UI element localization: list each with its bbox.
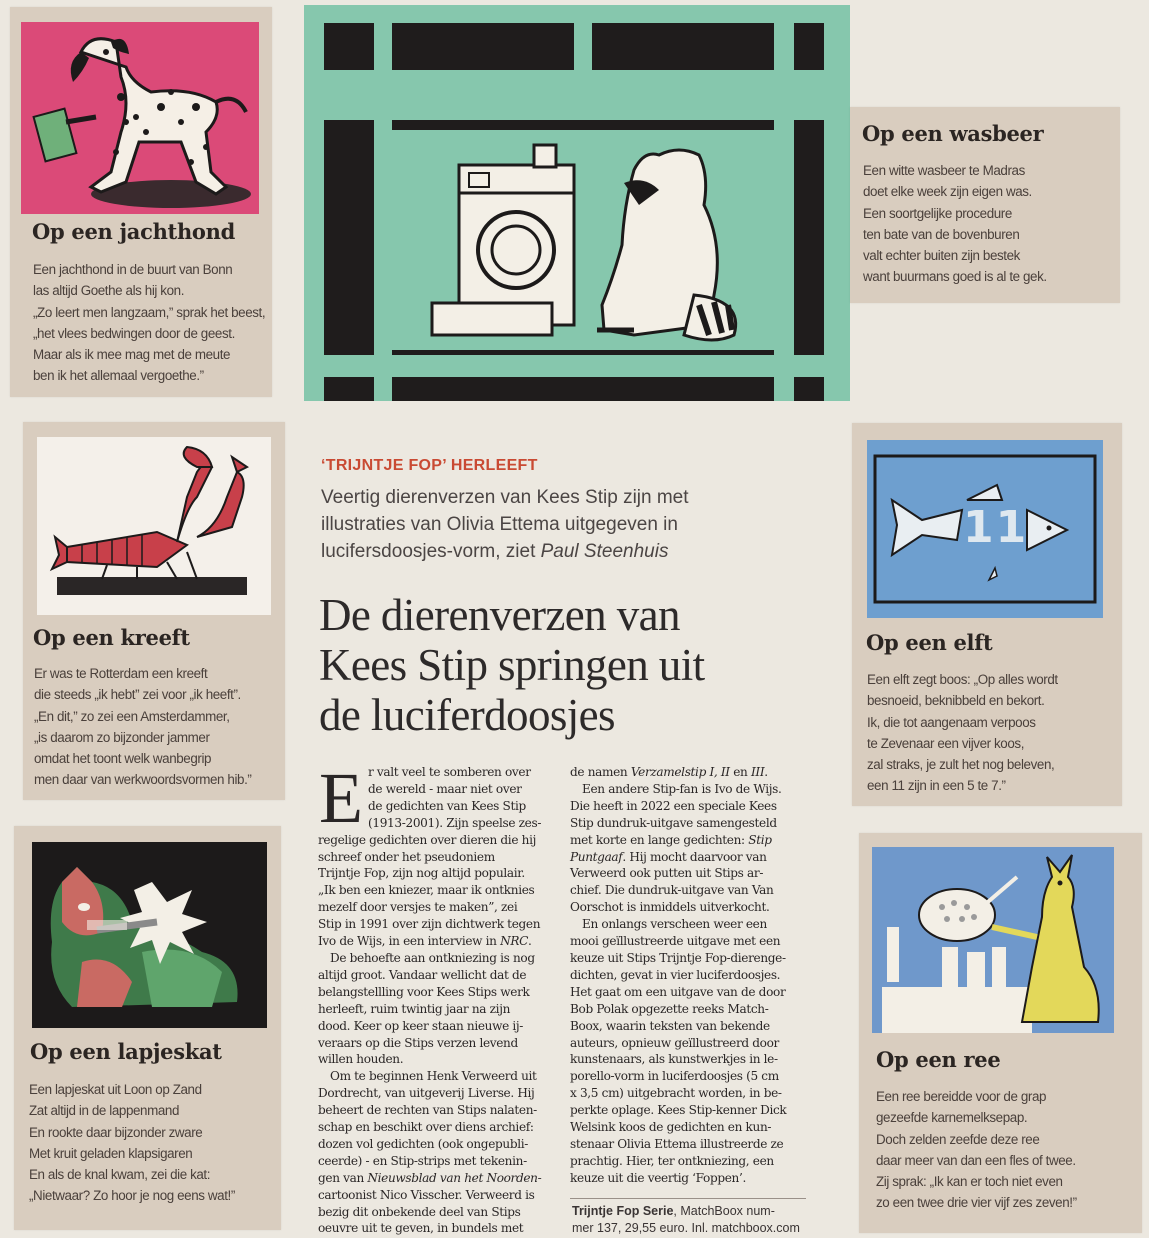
poem-line: „het vlees bedwingen door de geest.: [33, 325, 235, 341]
poem-line: valt echter buiten zijn bestek: [863, 248, 1020, 264]
article-column-1: [318, 758, 558, 1237]
poem-line: ben ik het allemaal vergoethe.”: [33, 368, 204, 384]
poem-line: gezeefde karnemelksepap.: [876, 1110, 1028, 1126]
poem-title: Op een ree: [876, 1047, 1001, 1072]
poem-line: omdat het toont welk wanbegrip: [34, 751, 212, 767]
poem-card-elft: [852, 423, 1122, 806]
article-byline: Paul Steenhuis: [540, 541, 669, 562]
poem-card-wasbeer: [850, 107, 1120, 303]
poem-title: Op een jachthond: [32, 219, 235, 244]
body-line: met korte en lange gedichten: Stip: [570, 832, 772, 847]
body-line: prachtig. Hier, ter ontkniezing, een: [570, 1153, 774, 1168]
body-line: Boox, waarin teksten van bekende: [570, 1018, 770, 1033]
body-line: regelige gedichten over dieren die hij: [318, 832, 536, 847]
article-column-2: [570, 764, 810, 1187]
illustration-deer-sieve: [872, 847, 1114, 1033]
source-line: Trijntje Fop Serie, MatchBoox num-: [572, 1204, 775, 1218]
body-line: veraars op die Stips verzen levend: [318, 1035, 518, 1050]
body-line: beheert de rechten van Stips nalaten-: [318, 1103, 537, 1118]
body-line: altijd groot. Vandaar wellicht dat de: [318, 967, 527, 982]
body-line: mezelf door versjes te maken”, zei: [318, 900, 518, 915]
poem-title: Op een elft: [866, 630, 993, 655]
body-line: gen van Nieuwsblad van het Noorden-: [318, 1170, 542, 1185]
poem-line: Maar als ik mee mag met de meute: [33, 347, 231, 363]
poem-line: want buurmans goed is al te gek.: [863, 269, 1047, 285]
poem-line: Zat altijd in de lappenmand: [29, 1103, 179, 1119]
poem-line: zal straks, je zult het nog beleven,: [867, 757, 1055, 773]
poem-line: Met kruit geladen klapsigaren: [29, 1145, 193, 1161]
body-line: keuze uit die veertig ‘Foppen’.: [570, 1170, 746, 1185]
body-line: Om te beginnen Henk Verweerd uit: [330, 1069, 537, 1084]
illustration-fish: [867, 440, 1103, 618]
poem-card-lapjeskat: [14, 826, 281, 1230]
poem-line: Een ree bereidde voor de grap: [876, 1089, 1047, 1104]
body-line: „Ik ben een kniezer, maar ik ontknies: [318, 883, 535, 898]
poem-line: Zij sprak: „Ik kan er toch niet even: [876, 1174, 1063, 1190]
intro-line: lucifersdoosjes-vorm, ziet Paul Steenhuis: [321, 541, 669, 562]
poem-line: las altijd Goethe als hij kon.: [33, 283, 185, 299]
body-line: auteurs, opnieuw geïllustreerd door: [570, 1035, 779, 1050]
poem-text: [33, 259, 265, 387]
body-line: herleeft, ruim twintig jaar na zijn: [318, 1001, 511, 1016]
body-line: stenaar Olivia Ettema illustreerde ze: [570, 1136, 784, 1151]
headline-line: De dierenverzen van: [319, 590, 680, 640]
body-line: de gedichten van Kees Stip: [368, 798, 526, 813]
body-line: chief. Die dundruk-uitgave van Van: [570, 883, 774, 898]
body-line: Oorschot is inmiddels uitverkocht.: [570, 900, 770, 915]
poem-line: te Zevenaar een vijver koos,: [867, 735, 1025, 751]
body-line: Verweerd ook putten uit Stips ar-: [570, 866, 764, 881]
poem-text: [863, 160, 1047, 288]
body-line: Stip dundruk-uitgave samengesteld: [570, 815, 777, 830]
body-line: dichten, gevat in vier luciferdoosjes.: [570, 967, 781, 982]
body-line: Puntgaaf. Hij mocht daarvoor van: [570, 849, 767, 864]
body-line: Het gaat om een uitgave van de door: [570, 984, 786, 999]
headline-line: Kees Stip springen uit: [319, 640, 705, 690]
article-intro: [321, 484, 761, 565]
body-line: mooi geïllustreerde uitgave met een: [570, 934, 781, 949]
body-line: x 3,5 cm) uitgebracht worden, in be-: [570, 1086, 782, 1101]
body-line: (1913-2001). Zijn speelse zes-: [368, 815, 542, 830]
poem-line: Een jachthond in de buurt van Bonn: [33, 262, 233, 277]
body-line: Welsink koos de gedichten en kun-: [570, 1120, 772, 1135]
body-line: Bob Polak opgezette reeks Match-: [570, 1001, 769, 1016]
poem-line: doet elke week zijn eigen was.: [863, 184, 1032, 200]
poem-line: daar meer van dan een fles of twee.: [876, 1152, 1076, 1168]
body-line: bezig dit onbekende deel van Stips: [318, 1204, 521, 1219]
body-line: oeuvre uit te geven, in bundels met: [318, 1221, 524, 1236]
illustration-cat-smoking: [32, 842, 267, 1028]
poem-text: [34, 663, 251, 791]
source-line: mer 137, 29,55 euro. Inl. matchboox.com: [572, 1221, 800, 1235]
body-line: Trijntje Fop, zijn nog altijd populair.: [318, 866, 525, 881]
poem-title: Op een kreeft: [33, 625, 190, 650]
poem-line: Een soortgelijke procedure: [863, 205, 1012, 221]
body-line: cartoonist Nico Visscher. Verweerd is: [318, 1187, 535, 1202]
body-line: de wereld - maar niet over: [368, 781, 522, 796]
body-line: belangstellling voor Kees Stips werk: [318, 984, 530, 999]
poem-line: zo een twee drie vier vijf zes zeven!”: [876, 1195, 1077, 1211]
poem-line: „Zo leert men langzaam,” sprak het beest,: [33, 304, 266, 320]
poem-card-kreeft: [23, 422, 285, 800]
body-line: dozen vol gedichten (ook ongepubli-: [318, 1136, 528, 1151]
poem-title: Op een lapjeskat: [30, 1039, 222, 1064]
poem-line: Een elft zegt boos: „Op alles wordt: [867, 672, 1058, 687]
poem-line: besnoeid, beknibbeld en bekort.: [867, 693, 1045, 709]
body-line: kunstenaars, als kunstwerkjes in le-: [570, 1052, 778, 1067]
poem-card-jachthond: [10, 7, 272, 397]
body-line: dood. Keer op keer staan nieuwe ij-: [318, 1018, 524, 1033]
poem-line: Een lapjeskat uit Loon op Zand: [29, 1082, 202, 1097]
illustration-dog-reading: [21, 22, 259, 214]
body-line: schreef onder het pseudoniem: [318, 849, 495, 864]
body-line: perkte oplage. Kees Stip-kenner Dick: [570, 1103, 787, 1118]
poem-line: Ik, die tot aangenaam verpoos: [867, 714, 1036, 730]
poem-line: En als de knal kwam, zei die kat:: [29, 1167, 211, 1183]
body-line: ceerde) - en Stip-strips met tekenin-: [318, 1153, 527, 1168]
illustration-lobster: [37, 437, 271, 615]
poem-title: Op een wasbeer: [862, 121, 1044, 146]
body-line: Een andere Stip-fan is Ivo de Wijs.: [582, 781, 782, 796]
headline-line: de luciferdoosjes: [319, 690, 615, 740]
body-line: Ivo de Wijs, in een interview in NRC.: [318, 934, 532, 949]
body-line: keuze uit Stips Trijntje Fop-dierenge-: [570, 950, 786, 965]
poem-text: [867, 669, 1058, 797]
fish-number-label: 11: [963, 502, 1029, 553]
body-line: De behoefte aan ontkniezing is nog: [330, 950, 535, 965]
article-headline: [319, 590, 799, 740]
body-line: porello-vorm in luciferdoosjes (5 cm: [570, 1069, 779, 1084]
body-line: Dordrecht, van uitgeverij Liverse. Hij: [318, 1086, 535, 1101]
body-line: Die heeft in 2022 een speciale Kees: [570, 798, 777, 813]
illustration-raccoon-laundromat: [304, 5, 850, 401]
source-divider: [570, 1198, 806, 1199]
body-line: Stip in 1991 over zijn dichtwerk tegen: [318, 917, 541, 932]
poem-line: Er was te Rotterdam een kreeft: [34, 666, 208, 681]
source-info: [572, 1203, 800, 1237]
intro-line: illustraties van Olivia Ettema uitgegeven in: [321, 514, 678, 535]
poem-line: die steeds „ik hebt” zei voor „ik heeft”.: [34, 687, 241, 703]
poem-line: men daar van werkwoordsvormen hib.”: [34, 772, 252, 788]
poem-text: [29, 1079, 235, 1207]
body-line: En onlangs verscheen weer een: [582, 917, 767, 932]
poem-line: „En dit,” zo zei een Amsterdammer,: [34, 708, 230, 724]
poem-card-ree: [859, 833, 1142, 1233]
poem-line: „Nietwaar? Zo hoor je nog eens wat!”: [29, 1188, 235, 1204]
article-kicker: ‘TRIJNTJE FOP’ HERLEEFT: [321, 457, 538, 474]
body-line: willen houden.: [318, 1052, 404, 1067]
drop-cap: E: [319, 758, 363, 838]
body-line: r valt veel te somberen over: [368, 765, 531, 779]
body-line: de namen Verzamelstip I, II en III.: [570, 765, 768, 779]
poem-line: een 11 zijn in een 5 te 7.”: [867, 778, 1006, 794]
poem-text: [876, 1086, 1077, 1214]
body-line: schap en beschikt over diens archief:: [318, 1120, 534, 1135]
poem-line: Doch zelden zeefde deze ree: [876, 1131, 1040, 1147]
poem-line: „is daarom zo bijzonder jammer: [34, 729, 210, 745]
poem-line: Een witte wasbeer te Madras: [863, 163, 1025, 178]
intro-line: Veertig dierenverzen van Kees Stip zijn met: [321, 487, 689, 508]
poem-line: ten bate van de bovenburen: [863, 226, 1020, 242]
poem-line: En rookte daar bijzonder zware: [29, 1124, 203, 1140]
